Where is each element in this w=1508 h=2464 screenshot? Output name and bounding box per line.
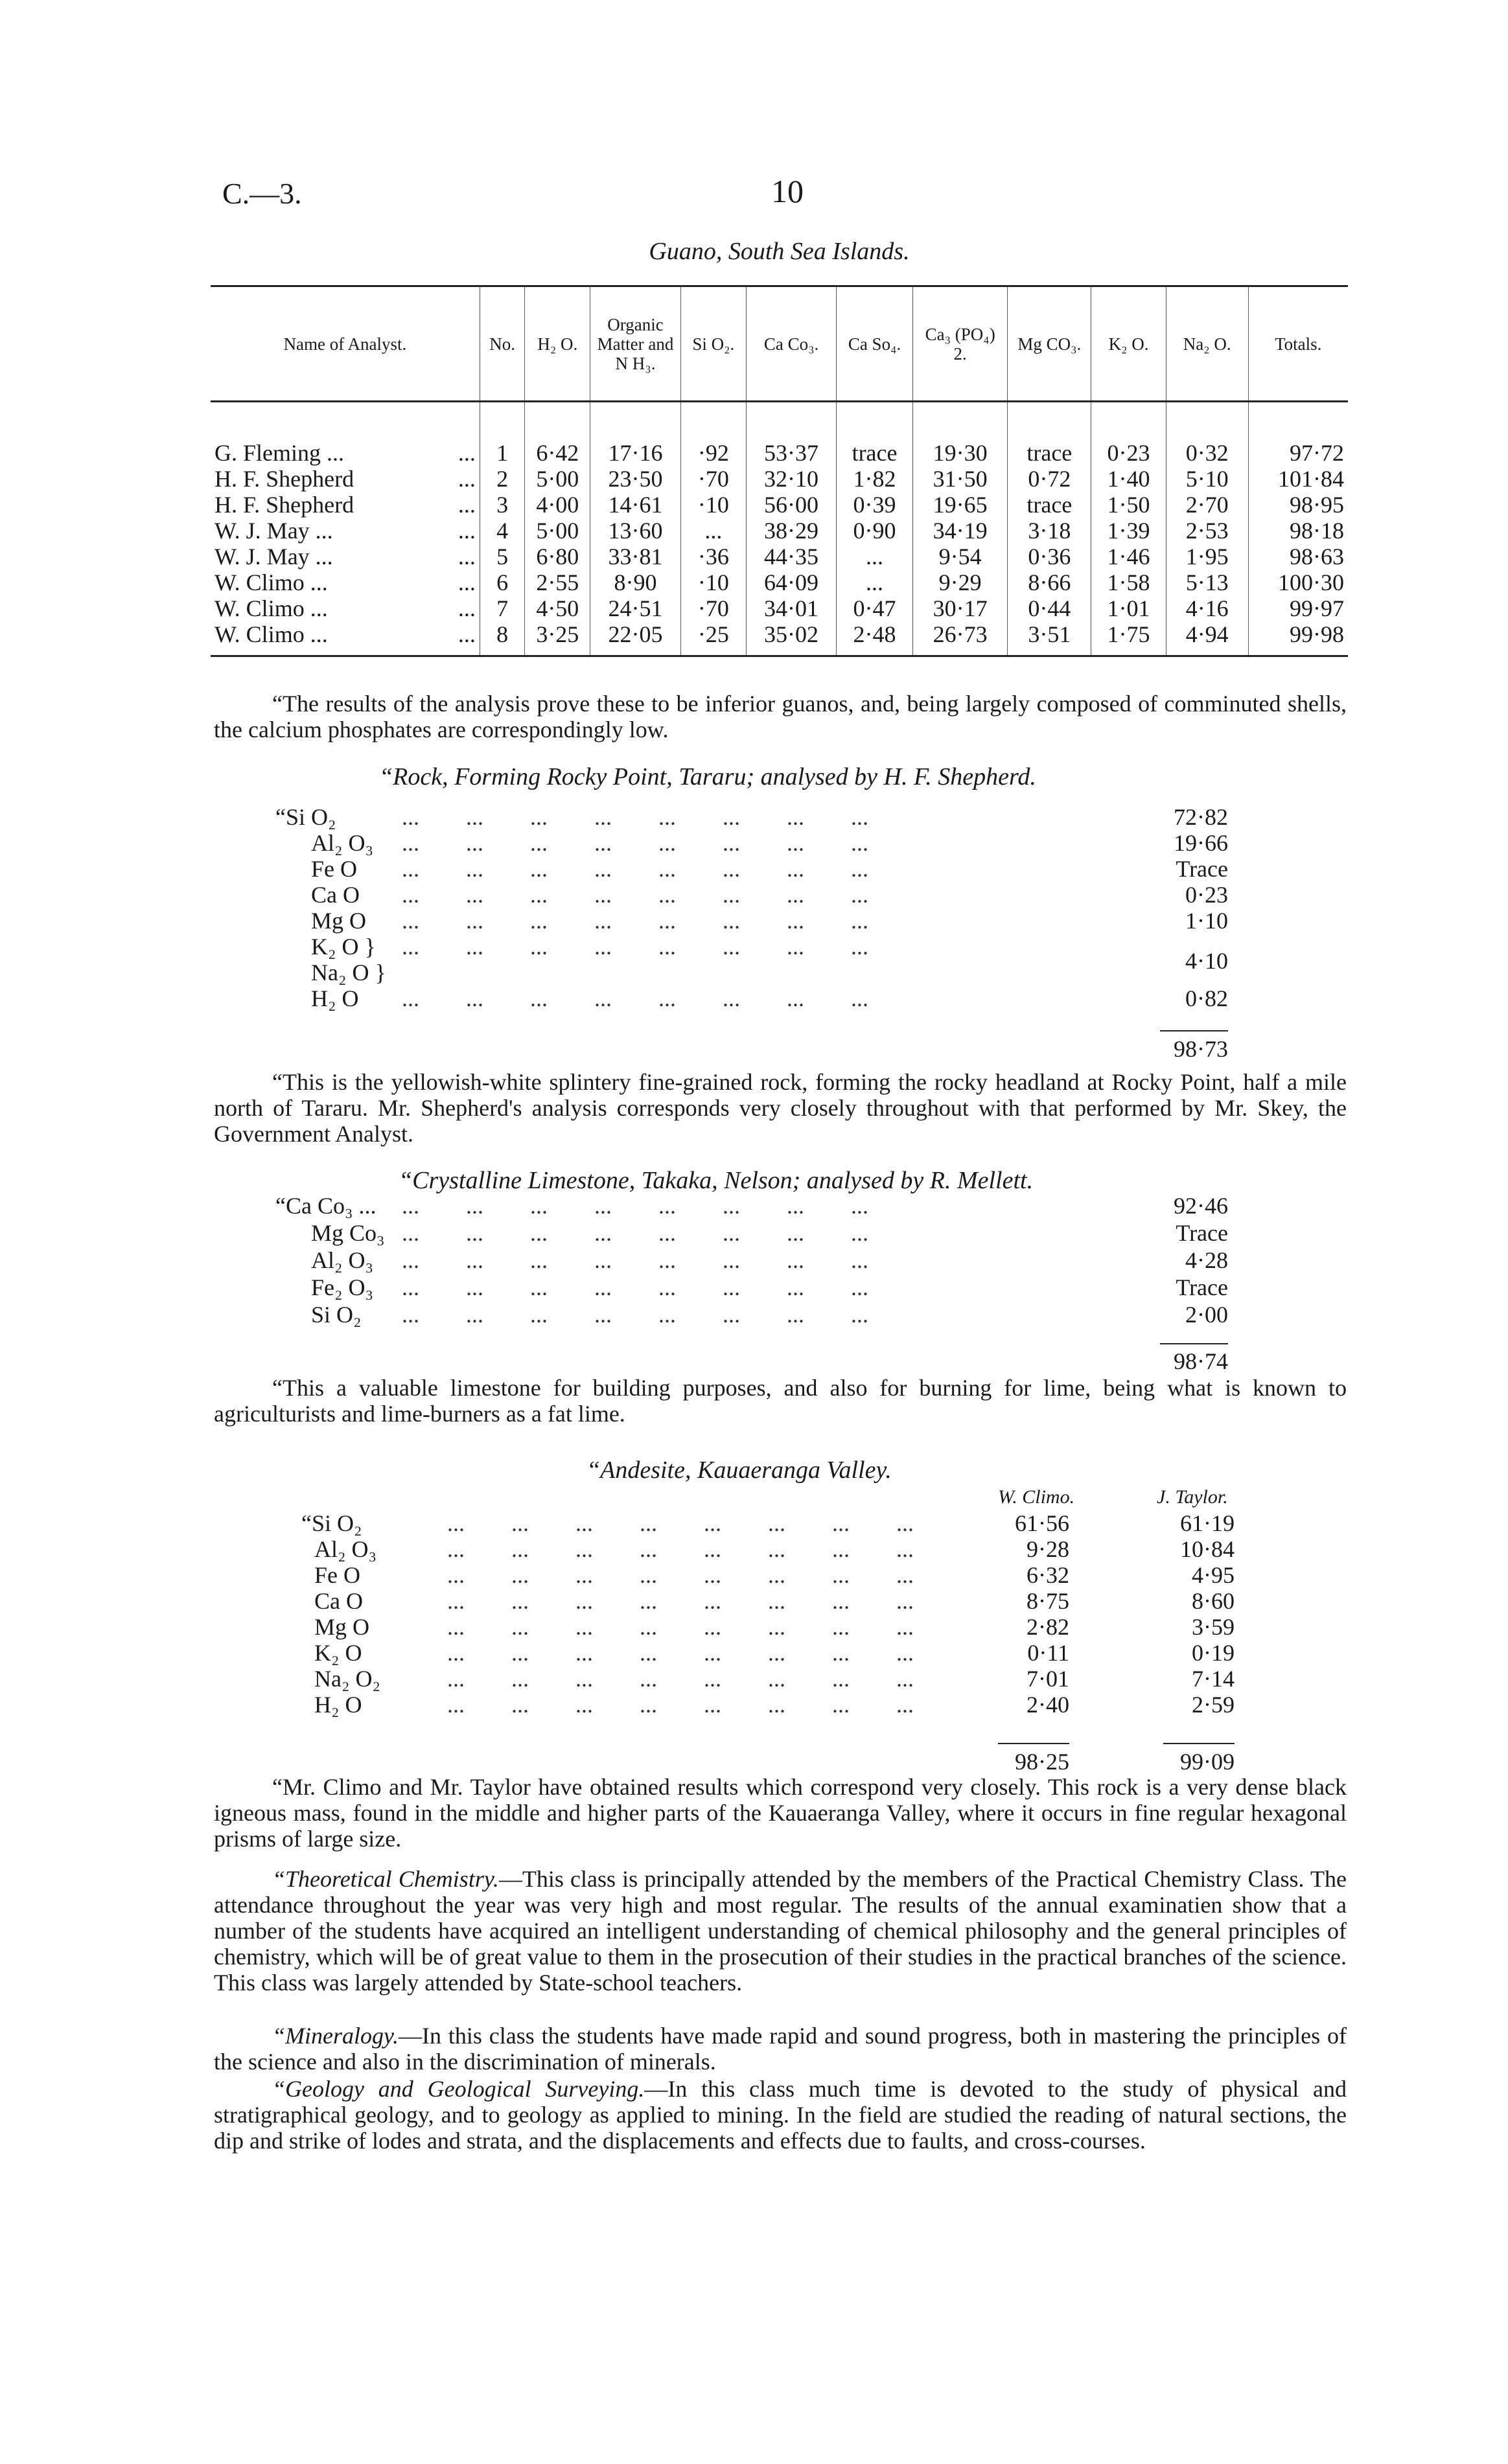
table-cell: 1·50 [1091, 492, 1166, 518]
mineralogy-text: —In this class the students have made rapid and sound progress, both in mastering the principles of the science and also in the discrimination of minerals. [214, 2023, 1347, 2075]
table-cell: 34·01 [746, 595, 836, 621]
analyst-name-cell [211, 570, 480, 595]
table-cell: 1·75 [1091, 621, 1166, 656]
theoretical-chemistry-paragraph [214, 1866, 1347, 1996]
mineralogy-title: “Mineralogy. [272, 2023, 399, 2049]
leader-dots: ... ... ... ... ... ... ... ... [447, 1666, 914, 1692]
table-cell: 2 [480, 466, 524, 492]
limestone-total-rule [1160, 1343, 1228, 1344]
table-cell: 98·95 [1248, 492, 1348, 518]
leader-dots: ... [458, 492, 476, 518]
table-cell: 2·55 [525, 570, 590, 595]
compound-value: 4·10 [1185, 948, 1228, 974]
compound-name: “Si O₂ [275, 804, 336, 830]
compound-name: Na₂ O } [311, 960, 386, 985]
leader-dots: ... [458, 466, 476, 492]
table-cell: ... [837, 544, 913, 570]
list-item [0, 1274, 1508, 1301]
limestone-total: 98·74 [1174, 1348, 1228, 1374]
table-cell: 8·66 [1008, 570, 1091, 595]
compound-name: “Si O₂ [301, 1510, 362, 1536]
table-cell: 1·95 [1166, 544, 1248, 570]
table-cell: 2·70 [1166, 492, 1248, 518]
list-item [0, 1587, 1508, 1615]
leader-dots: ... ... ... ... ... ... ... ... [402, 985, 868, 1011]
table-cell: 0·44 [1008, 595, 1091, 621]
table-cell: 38·29 [746, 518, 836, 544]
table-cell: 24·51 [590, 595, 680, 621]
list-item [0, 1219, 1508, 1247]
table-cell: 5·00 [525, 466, 590, 492]
andesite-comment [214, 1774, 1347, 1852]
table-cell: 7 [480, 595, 524, 621]
list-item [0, 1192, 1508, 1219]
list-item [0, 933, 1508, 960]
limestone-comment [214, 1375, 1347, 1427]
spacer-cell [590, 402, 680, 441]
column-header: K₂ O. [1091, 286, 1166, 402]
compound-name: Mg O [314, 1614, 370, 1640]
leader-dots: ... [458, 544, 476, 570]
table-row [211, 595, 1348, 621]
column-header: Si O₂. [680, 286, 746, 402]
column-header: Organic Matter and N H₃. [590, 286, 680, 402]
table-cell: 6·80 [525, 544, 590, 570]
compound-value: 4·95 [1192, 1562, 1235, 1588]
analyst-name-cell [211, 492, 480, 518]
table-cell: 4 [480, 518, 524, 544]
list-item [0, 1247, 1508, 1274]
leader-dots: ... ... ... ... ... ... ... ... [447, 1510, 914, 1536]
table-cell: 4·50 [525, 595, 590, 621]
table-cell: 2·53 [1166, 518, 1248, 544]
list-item [0, 1639, 1508, 1666]
table-cell: 23·50 [590, 466, 680, 492]
compound-value: 92·46 [1174, 1193, 1228, 1219]
compound-value: 0·82 [1185, 985, 1228, 1011]
table-cell: 97·72 [1248, 440, 1348, 466]
compound-value: 7·01 [1027, 1666, 1069, 1692]
spacer-cell [480, 402, 524, 441]
andesite-col-climo: W. Climo. [998, 1486, 1075, 1508]
table-cell: ·70 [680, 466, 746, 492]
table-cell: 0·90 [837, 518, 913, 544]
table-cell: 14·61 [590, 492, 680, 518]
compound-value: 6·32 [1027, 1562, 1069, 1588]
guano-header-row [211, 286, 1348, 402]
table-cell: 0·47 [837, 595, 913, 621]
geology-title: “Geology and Geological Surveying. [272, 2076, 645, 2102]
table-cell: 0·39 [837, 492, 913, 518]
andesite-comment-text: “Mr. Climo and Mr. Taylor have obtained results which correspond very closely. This rock is a very dense black igneous mass, found in the middle and higher parts of the Kauaeranga Valley, where it occurs in fine regular hexagonal prisms of large size. [214, 1774, 1347, 1852]
table-cell: 5 [480, 544, 524, 570]
table-row [211, 440, 1348, 466]
table-cell: 3·18 [1008, 518, 1091, 544]
analyst-name-cell [211, 466, 480, 492]
spacer-cell [211, 402, 480, 441]
table-cell: trace [1008, 440, 1091, 466]
table-cell: ·92 [680, 440, 746, 466]
leader-dots: ... ... ... ... ... ... ... ... [447, 1614, 914, 1640]
analyst-name-cell [211, 544, 480, 570]
andesite-title: “Andesite, Kauaeranga Valley. [586, 1457, 892, 1484]
compound-value: Trace [1176, 856, 1228, 882]
list-item [0, 985, 1508, 1012]
table-cell: 0·32 [1166, 440, 1248, 466]
analyst-name-cell [211, 595, 480, 621]
compound-name: Fe₂ O₃ [311, 1274, 374, 1300]
leader-dots: ... ... ... ... ... ... ... ... [402, 882, 868, 908]
compound-name: K₂ O [314, 1640, 362, 1666]
spacer-cell [1091, 402, 1166, 441]
list-item [0, 1510, 1508, 1537]
guano-comment-text: “The results of the analysis prove these to be inferior guanos, and, being largely composed of comminuted shells, the calcium phosphates are correspondingly low. [214, 691, 1347, 743]
leader-dots: ... [458, 518, 476, 544]
compound-value: 19·66 [1174, 830, 1228, 856]
rock-total-rule [1160, 1030, 1228, 1031]
leader-dots: ... [458, 440, 476, 466]
table-cell: 6 [480, 570, 524, 595]
list-item [0, 959, 1508, 986]
leader-dots: ... ... ... ... ... ... ... ... [447, 1588, 914, 1614]
spacer-cell [837, 402, 913, 441]
compound-value: 2·00 [1185, 1302, 1228, 1328]
table-cell: 6·42 [525, 440, 590, 466]
compound-value: 2·82 [1027, 1614, 1069, 1640]
table-cell: 35·02 [746, 621, 836, 656]
spacer-cell [1008, 402, 1091, 441]
compound-value: 72·82 [1174, 804, 1228, 830]
analyst-name: W. J. May ... [215, 518, 333, 544]
guano-table [211, 285, 1348, 657]
table-cell: 17·16 [590, 440, 680, 466]
table-row [211, 492, 1348, 518]
table-row [211, 544, 1348, 570]
compound-value: 1·10 [1185, 908, 1228, 934]
table-cell: 53·37 [746, 440, 836, 466]
analyst-name: H. F. Shepherd [215, 492, 354, 518]
column-header: Mg CO₃. [1008, 286, 1091, 402]
analyst-name: G. Fleming ... [215, 440, 345, 466]
table-cell: 99·98 [1248, 621, 1348, 656]
table-cell: 0·72 [1008, 466, 1091, 492]
column-header: No. [480, 286, 524, 402]
document-reference: C.—3. [222, 177, 302, 210]
table-cell: ·36 [680, 544, 746, 570]
andesite-col-taylor: J. Taylor. [1157, 1486, 1228, 1508]
page-number: 10 [771, 173, 804, 209]
analyst-name-cell [211, 518, 480, 544]
analyst-name-cell [211, 621, 480, 656]
table-cell: 0·36 [1008, 544, 1091, 570]
spacer-cell [680, 402, 746, 441]
table-cell: ... [680, 518, 746, 544]
leader-dots: ... ... ... ... ... ... ... ... [447, 1640, 914, 1666]
analyst-name: W. J. May ... [215, 544, 333, 570]
rock-total: 98·73 [1174, 1036, 1228, 1062]
spacer-row [211, 402, 1348, 441]
compound-name: Al₂ O₃ [311, 1247, 374, 1273]
table-cell: 0·23 [1091, 440, 1166, 466]
compound-name: “Ca Co₃ ... [275, 1193, 377, 1219]
table-cell: 19·65 [912, 492, 1007, 518]
compound-value: 2·59 [1192, 1692, 1235, 1718]
leader-dots: ... ... ... ... ... ... ... ... [447, 1536, 914, 1562]
compound-value: 0·19 [1192, 1640, 1235, 1666]
table-cell: 44·35 [746, 544, 836, 570]
spacer-cell [1166, 402, 1248, 441]
table-cell: 4·16 [1166, 595, 1248, 621]
leader-dots: ... ... ... ... ... ... ... ... [402, 1220, 868, 1246]
table-cell: 98·63 [1248, 544, 1348, 570]
list-item [0, 881, 1508, 908]
compound-name: Mg Co₃ [311, 1220, 385, 1246]
list-item [0, 1665, 1508, 1692]
compound-value: 0·23 [1185, 882, 1228, 908]
geology-paragraph [214, 2076, 1347, 2154]
table-cell: 2·48 [837, 621, 913, 656]
compound-value: 61·56 [1015, 1510, 1069, 1536]
column-header: Ca₃ (PO₄) 2. [912, 286, 1007, 402]
column-header: Name of Analyst. [211, 286, 480, 402]
spacer-cell [525, 402, 590, 441]
table-cell: trace [837, 440, 913, 466]
analyst-name: W. Climo ... [215, 595, 328, 621]
theoretical-title: “Theoretical Chemistry. [272, 1866, 499, 1892]
spacer-cell [746, 402, 836, 441]
compound-value: 61·19 [1180, 1510, 1235, 1536]
leader-dots: ... [458, 621, 476, 647]
mineralogy-paragraph [214, 2023, 1347, 2075]
table-cell: 101·84 [1248, 466, 1348, 492]
table-cell: 1·40 [1091, 466, 1166, 492]
column-header: H₂ O. [525, 286, 590, 402]
leader-dots: ... ... ... ... ... ... ... ... [402, 830, 868, 856]
compound-value: 4·28 [1185, 1247, 1228, 1273]
leader-dots: ... ... ... ... ... ... ... ... [402, 908, 868, 934]
table-cell: 4·00 [525, 492, 590, 518]
compound-value: 2·40 [1027, 1692, 1069, 1718]
table-cell: 1 [480, 440, 524, 466]
compound-name: H₂ O [314, 1692, 362, 1718]
andesite-total-climo: 98·25 [1015, 1749, 1069, 1775]
table-cell: 9·29 [912, 570, 1007, 595]
compound-value: 7·14 [1192, 1666, 1235, 1692]
leader-dots: ... ... ... ... ... ... ... ... [402, 804, 868, 830]
limestone-comment-text: “This a valuable limestone for building purposes, and also for burning for lime, being what is known to agriculturists and lime-burners as a fat lime. [214, 1375, 1347, 1427]
column-header: Na₂ O. [1166, 286, 1248, 402]
compound-name: Fe O [311, 856, 357, 882]
compound-value: 0·11 [1027, 1640, 1069, 1666]
leader-dots: ... ... ... ... ... ... ... ... [402, 934, 868, 960]
analyst-name: W. Climo ... [215, 570, 328, 595]
compound-name: H₂ O [311, 985, 359, 1011]
analyst-name: H. F. Shepherd [215, 466, 354, 492]
list-item [0, 1613, 1508, 1641]
table-cell: 3 [480, 492, 524, 518]
list-item [0, 1561, 1508, 1589]
compound-value: 10·84 [1180, 1536, 1235, 1562]
column-header: Ca So₄. [837, 286, 913, 402]
spacer-cell [912, 402, 1007, 441]
table-cell: ·70 [680, 595, 746, 621]
table-cell: 5·00 [525, 518, 590, 544]
table-row [211, 621, 1348, 656]
table-cell: 1·82 [837, 466, 913, 492]
list-item [0, 855, 1508, 882]
table-cell: ·10 [680, 570, 746, 595]
compound-name: K₂ O } [311, 934, 376, 960]
table-cell: 98·18 [1248, 518, 1348, 544]
table-cell: 22·05 [590, 621, 680, 656]
table-cell: 99·97 [1248, 595, 1348, 621]
guano-table-title: Guano, South Sea Islands. [649, 238, 910, 265]
list-item [0, 803, 1508, 831]
table-cell: 26·73 [912, 621, 1007, 656]
andesite-total-rule-2 [1163, 1743, 1235, 1744]
list-item [0, 907, 1508, 934]
list-item [0, 1301, 1508, 1328]
andesite-total-rule-1 [998, 1743, 1069, 1744]
table-cell: 5·10 [1166, 466, 1248, 492]
list-item [0, 829, 1508, 857]
table-cell: 64·09 [746, 570, 836, 595]
compound-name: Ca O [311, 882, 360, 908]
table-cell: 8·90 [590, 570, 680, 595]
compound-name: Si O₂ [311, 1302, 362, 1328]
table-cell: 4·94 [1166, 621, 1248, 656]
compound-value: Trace [1176, 1220, 1228, 1246]
table-cell: 56·00 [746, 492, 836, 518]
table-cell: ·10 [680, 492, 746, 518]
compound-name: Al₂ O₃ [311, 830, 374, 856]
leader-dots: ... ... ... ... ... ... ... ... [402, 1247, 868, 1273]
table-cell: 3·25 [525, 621, 590, 656]
table-cell: 1·39 [1091, 518, 1166, 544]
table-cell: ... [837, 570, 913, 595]
leader-dots: ... ... ... ... ... ... ... ... [447, 1692, 914, 1718]
list-item [0, 1536, 1508, 1563]
compound-name: Ca O [314, 1588, 363, 1614]
table-cell: 9·54 [912, 544, 1007, 570]
compound-value: Trace [1176, 1274, 1228, 1300]
analyst-name: W. Climo ... [215, 621, 328, 647]
leader-dots: ... [458, 570, 476, 595]
table-cell: trace [1008, 492, 1091, 518]
rock-title: “Rock, Forming Rocky Point, Tararu; analysed by H. F. Shepherd. [379, 763, 1036, 790]
compound-name: Al₂ O₃ [314, 1536, 377, 1562]
rock-comment [214, 1069, 1347, 1147]
compound-value: 8·75 [1027, 1588, 1069, 1614]
table-cell: 8 [480, 621, 524, 656]
rock-comment-text: “This is the yellowish-white splintery fine-grained rock, forming the rocky headland at Rocky Point, half a mile north of Tararu. Mr. Shepherd's analysis corresponds very closely throughout with that performed by Mr. Skey, the Government Analyst. [214, 1069, 1347, 1147]
theoretical-text: —This class is principally attended by the members of the Practical Chemistry Class. The attendance throughout the year was very high and most regular. The results of the annual examinatien show that a number of the students have acquired an intelligent understanding of chemical philosophy and the general principles of chemistry, which will be of great value to them in the prosecution of their studies in the practical branches of the science. This class was largely attended by State-school teachers. [214, 1866, 1347, 1996]
column-header: Totals. [1248, 286, 1348, 402]
table-cell: 13·60 [590, 518, 680, 544]
table-cell: 33·81 [590, 544, 680, 570]
compound-name: Fe O [314, 1562, 360, 1588]
table-cell: 1·58 [1091, 570, 1166, 595]
compound-value: 9·28 [1027, 1536, 1069, 1562]
table-cell: ·25 [680, 621, 746, 656]
leader-dots: ... ... ... ... ... ... ... ... [402, 1302, 868, 1328]
table-cell: 1·01 [1091, 595, 1166, 621]
table-cell: 1·46 [1091, 544, 1166, 570]
leader-dots: ... ... ... ... ... ... ... ... [402, 1274, 868, 1300]
table-row [211, 518, 1348, 544]
table-cell: 19·30 [912, 440, 1007, 466]
table-cell: 3·51 [1008, 621, 1091, 656]
analyst-name-cell [211, 440, 480, 466]
table-cell: 30·17 [912, 595, 1007, 621]
table-row [211, 570, 1348, 595]
andesite-total-taylor: 99·09 [1180, 1749, 1235, 1775]
leader-dots: ... ... ... ... ... ... ... ... [402, 1193, 868, 1219]
compound-value: 3·59 [1192, 1614, 1235, 1640]
table-cell: 31·50 [912, 466, 1007, 492]
table-cell: 32·10 [746, 466, 836, 492]
geology-text: —In this class much time is devoted to the study of physical and stratigraphical geology, and to geology as applied to mining. In the field are studied the reading of natural sections, the dip and strike of lodes and strata, and the displacements and effects due to faults, and cross-courses. [214, 2076, 1347, 2154]
limestone-title: “Crystalline Limestone, Takaka, Nelson; analysed by R. Mellett. [399, 1167, 1034, 1194]
compound-name: Na₂ O₂ [314, 1666, 381, 1692]
table-cell: 100·30 [1248, 570, 1348, 595]
compound-name: Mg O [311, 908, 367, 934]
table-cell: 5·13 [1166, 570, 1248, 595]
table-row [211, 466, 1348, 492]
leader-dots: ... ... ... ... ... ... ... ... [447, 1562, 914, 1588]
table-cell: 34·19 [912, 518, 1007, 544]
column-header: Ca Co₃. [746, 286, 836, 402]
list-item [0, 1691, 1508, 1718]
guano-comment [214, 691, 1347, 743]
spacer-cell [1248, 402, 1348, 441]
leader-dots: ... ... ... ... ... ... ... ... [402, 856, 868, 882]
leader-dots: ... [458, 595, 476, 621]
compound-value: 8·60 [1192, 1588, 1235, 1614]
